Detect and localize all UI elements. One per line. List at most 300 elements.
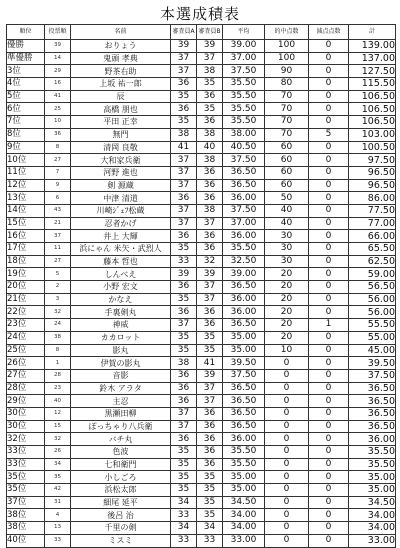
table-row <box>7 243 396 256</box>
table-row <box>7 65 396 78</box>
table-row <box>7 446 396 459</box>
hit-points-cell: 0 <box>265 496 309 509</box>
total-cell: 56.00 <box>349 293 396 306</box>
average-cell: 40.50 <box>223 141 265 154</box>
judge-b-cell: 39 <box>197 268 223 281</box>
table-row <box>7 357 396 370</box>
rank-cell: 35位 <box>7 471 45 484</box>
judge-a-cell: 34 <box>171 522 197 535</box>
judge-a-cell: 36 <box>171 369 197 382</box>
name-cell: バチ丸 <box>71 433 171 446</box>
judge-a-cell: 37 <box>171 407 197 420</box>
average-cell: 35.00 <box>223 331 265 344</box>
total-cell: 106.50 <box>349 116 396 129</box>
col-header-judge-a <box>171 25 197 40</box>
total-cell: 36.50 <box>349 407 396 420</box>
total-cell: 36.50 <box>349 420 396 433</box>
table-row <box>7 78 396 91</box>
entry-no-cell: 42 <box>45 484 71 497</box>
total-cell: 97.50 <box>349 154 396 167</box>
rank-cell: 21位 <box>7 293 45 306</box>
rank-cell: 12位 <box>7 179 45 192</box>
col-header-rank: 順位 <box>7 25 45 40</box>
judge-b-cell: 36 <box>197 306 223 319</box>
name-cell: 忍者かげ <box>71 217 171 230</box>
entry-no-cell: 32 <box>45 306 71 319</box>
name-cell: 川崎ｼﾞｪﾌ松蔵 <box>71 204 171 217</box>
deduction-cell: 0 <box>309 420 349 433</box>
col-header-deduction: 減点点数 <box>309 25 349 40</box>
hit-points-cell: 60 <box>265 166 309 179</box>
table-row <box>7 344 396 357</box>
judge-a-cell: 36 <box>171 192 197 205</box>
table-row <box>7 52 396 65</box>
entry-no-cell: 6 <box>45 192 71 205</box>
average-cell: 37.00 <box>223 217 265 230</box>
rank-cell: 3位 <box>7 65 45 78</box>
deduction-cell: 0 <box>309 522 349 535</box>
entry-no-cell: 31 <box>45 496 71 509</box>
average-cell: 36.50 <box>223 382 265 395</box>
table-row <box>7 141 396 154</box>
entry-no-cell: 1 <box>45 357 71 370</box>
name-cell: 無門 <box>71 128 171 141</box>
rank-cell: 33位 <box>7 458 45 471</box>
col-header-judge-b <box>197 25 223 40</box>
deduction-cell: 0 <box>309 357 349 370</box>
deduction-cell: 0 <box>309 484 349 497</box>
deduction-cell: 0 <box>309 281 349 294</box>
average-cell: 35.00 <box>223 484 265 497</box>
name-cell: ミスミ <box>71 534 171 547</box>
judge-a-cell: 37 <box>171 217 197 230</box>
table-row <box>7 179 396 192</box>
total-cell: 65.50 <box>349 243 396 256</box>
average-cell: 35.00 <box>223 471 265 484</box>
results-table <box>6 24 396 548</box>
average-cell: 37.50 <box>223 154 265 167</box>
name-cell: 小野 宏文 <box>71 281 171 294</box>
hit-points-cell: 50 <box>265 192 309 205</box>
judge-b-cell: 35 <box>197 484 223 497</box>
hit-points-cell: 60 <box>265 154 309 167</box>
judge-a-cell: 37 <box>171 179 197 192</box>
judge-a-cell: 35 <box>171 471 197 484</box>
entry-no-cell: 2 <box>45 281 71 294</box>
name-cell: おりょう <box>71 40 171 53</box>
table-row <box>7 192 396 205</box>
judge-b-cell: 35 <box>197 471 223 484</box>
total-cell: 36.50 <box>349 382 396 395</box>
table-row <box>7 116 396 129</box>
name-cell: 影丸 <box>71 344 171 357</box>
average-cell: 36.50 <box>223 420 265 433</box>
total-cell: 103.00 <box>349 128 396 141</box>
total-cell: 100.50 <box>349 141 396 154</box>
hit-points-cell: 70 <box>265 90 309 103</box>
entry-no-cell: 8 <box>45 141 71 154</box>
rank-cell: 4位 <box>7 78 45 91</box>
hit-points-cell: 0 <box>265 458 309 471</box>
name-cell: 後呂 治 <box>71 509 171 522</box>
deduction-cell: 0 <box>309 471 349 484</box>
hit-points-cell: 0 <box>265 395 309 408</box>
hit-points-cell: 0 <box>265 522 309 535</box>
judge-b-cell: 37 <box>197 52 223 65</box>
rank-cell: 38位 <box>7 509 45 522</box>
hit-points-cell: 30 <box>265 230 309 243</box>
total-cell: 36.00 <box>349 433 396 446</box>
deduction-cell: 0 <box>309 192 349 205</box>
hit-points-cell: 30 <box>265 243 309 256</box>
average-cell: 39.50 <box>223 357 265 370</box>
average-cell: 35.50 <box>223 116 265 129</box>
total-cell: 56.00 <box>349 306 396 319</box>
name-cell: 中津 清道 <box>71 192 171 205</box>
col-header-entry-no: 投票順 <box>45 25 71 40</box>
table-row <box>7 306 396 319</box>
judge-b-cell: 35 <box>197 331 223 344</box>
entry-no-cell: 10 <box>45 116 71 129</box>
total-cell: 56.50 <box>349 281 396 294</box>
deduction-cell: 0 <box>309 496 349 509</box>
judge-a-cell: 35 <box>171 243 197 256</box>
rank-cell: 8位 <box>7 128 45 141</box>
total-cell: 34.00 <box>349 522 396 535</box>
judge-b-cell: 36 <box>197 243 223 256</box>
entry-no-cell: 13 <box>45 522 71 535</box>
average-cell: 36.00 <box>223 192 265 205</box>
deduction-cell: 0 <box>309 268 349 281</box>
page-title: 本選成積表 <box>159 5 240 23</box>
name-cell: 大和家兵衛 <box>71 154 171 167</box>
entry-no-cell: 38 <box>45 331 71 344</box>
average-cell: 36.50 <box>223 179 265 192</box>
hit-points-cell: 0 <box>265 534 309 547</box>
judge-a-cell: 36 <box>171 382 197 395</box>
deduction-cell: 0 <box>309 179 349 192</box>
average-cell: 37.50 <box>223 204 265 217</box>
name-cell: 上坂 祐一郎 <box>71 78 171 91</box>
average-cell: 36.50 <box>223 407 265 420</box>
judge-a-cell: 41 <box>171 141 197 154</box>
judge-b-cell: 36 <box>197 433 223 446</box>
average-cell: 37.50 <box>223 369 265 382</box>
judge-a-cell: 37 <box>171 420 197 433</box>
judge-b-cell: 38 <box>197 204 223 217</box>
hit-points-cell: 20 <box>265 319 309 332</box>
total-cell: 36.50 <box>349 395 396 408</box>
hit-points-cell: 20 <box>265 268 309 281</box>
table-row <box>7 128 396 141</box>
judge-b-cell: 41 <box>197 357 223 370</box>
deduction-cell: 0 <box>309 204 349 217</box>
judge-a-cell: 36 <box>171 281 197 294</box>
entry-no-cell: 34 <box>45 458 71 471</box>
judge-b-cell: 36 <box>197 192 223 205</box>
deduction-cell: 0 <box>309 306 349 319</box>
name-cell: 高橋 朋也 <box>71 103 171 116</box>
rank-cell: 37位 <box>7 496 45 509</box>
rank-cell: 15位 <box>7 217 45 230</box>
table-row <box>7 166 396 179</box>
judge-b-cell: 36 <box>197 420 223 433</box>
deduction-cell: 0 <box>309 534 349 547</box>
average-cell: 36.00 <box>223 306 265 319</box>
judge-a-cell: 34 <box>171 496 197 509</box>
judge-b-cell: 33 <box>197 534 223 547</box>
judge-b-cell: 40 <box>197 141 223 154</box>
judge-b-cell: 38 <box>197 65 223 78</box>
entry-no-cell: 14 <box>45 52 71 65</box>
total-cell: 127.50 <box>349 65 396 78</box>
table-row <box>7 534 396 547</box>
table-body <box>7 40 396 548</box>
average-cell: 35.50 <box>223 446 265 459</box>
judge-a-cell: 39 <box>171 268 197 281</box>
total-cell: 86.00 <box>349 192 396 205</box>
rank-cell: 優勝 <box>7 40 45 53</box>
total-cell: 45.00 <box>349 344 396 357</box>
col-header-name: 名前 <box>71 25 171 40</box>
judge-a-cell: 37 <box>171 166 197 179</box>
judge-a-cell: 35 <box>171 344 197 357</box>
deduction-cell: 0 <box>309 230 349 243</box>
name-cell: 河野 進也 <box>71 166 171 179</box>
rank-cell: 38位 <box>7 522 45 535</box>
name-cell: 主忍 <box>71 395 171 408</box>
table-row <box>7 230 396 243</box>
rank-cell: 20位 <box>7 281 45 294</box>
judge-b-cell: 35 <box>197 103 223 116</box>
table-row <box>7 40 396 53</box>
average-cell: 36.50 <box>223 395 265 408</box>
hit-points-cell: 40 <box>265 217 309 230</box>
entry-no-cell: 37 <box>45 230 71 243</box>
entry-no-cell: 4 <box>45 509 71 522</box>
col-header-total: 計 <box>349 25 396 40</box>
average-cell: 36.50 <box>223 166 265 179</box>
rank-cell: 13位 <box>7 192 45 205</box>
table-header <box>7 25 396 40</box>
hit-points-cell: 70 <box>265 116 309 129</box>
deduction-cell: 0 <box>309 395 349 408</box>
total-cell: 106.50 <box>349 90 396 103</box>
entry-no-cell: 8 <box>45 344 71 357</box>
col-header-average: 平均 <box>223 25 265 40</box>
name-cell: 細尾 延平 <box>71 496 171 509</box>
judge-b-cell: 36 <box>197 407 223 420</box>
judge-b-cell: 38 <box>197 128 223 141</box>
deduction-cell: 0 <box>309 382 349 395</box>
rank-cell: 準優勝 <box>7 52 45 65</box>
total-cell: 34.50 <box>349 496 396 509</box>
rank-cell: 28位 <box>7 382 45 395</box>
judge-a-cell: 36 <box>171 230 197 243</box>
deduction-cell: 0 <box>309 344 349 357</box>
table-row <box>7 319 396 332</box>
name-cell: 色波 <box>71 446 171 459</box>
entry-no-cell: 3 <box>45 293 71 306</box>
hit-points-cell: 0 <box>265 369 309 382</box>
deduction-cell: 0 <box>309 243 349 256</box>
entry-no-cell: 36 <box>45 128 71 141</box>
judge-a-cell: 37 <box>171 52 197 65</box>
hit-points-cell: 70 <box>265 103 309 116</box>
deduction-cell: 0 <box>309 369 349 382</box>
average-cell: 32.50 <box>223 255 265 268</box>
judge-b-cell: 36 <box>197 319 223 332</box>
table-row <box>7 496 396 509</box>
rank-cell: 18位 <box>7 255 45 268</box>
table-row <box>7 204 396 217</box>
rank-cell: 40位 <box>7 534 45 547</box>
hit-points-cell: 100 <box>265 40 309 53</box>
total-cell: 139.00 <box>349 40 396 53</box>
name-cell: 藤本 哲也 <box>71 255 171 268</box>
total-cell: 106.50 <box>349 103 396 116</box>
average-cell: 35.50 <box>223 103 265 116</box>
name-cell: 野茶右助 <box>71 65 171 78</box>
judge-b-cell: 37 <box>197 281 223 294</box>
name-cell: 鬼頭 孝典 <box>71 52 171 65</box>
judge-b-cell: 32 <box>197 255 223 268</box>
deduction-cell: 0 <box>309 78 349 91</box>
judge-a-cell: 35 <box>171 293 197 306</box>
judge-b-cell: 35 <box>197 509 223 522</box>
hit-points-cell: 30 <box>265 255 309 268</box>
total-cell: 55.00 <box>349 331 396 344</box>
name-cell: 神威 <box>71 319 171 332</box>
hit-points-cell: 60 <box>265 179 309 192</box>
judge-a-cell: 37 <box>171 154 197 167</box>
rank-cell: 35位 <box>7 484 45 497</box>
judge-a-cell: 35 <box>171 331 197 344</box>
rank-cell: 11位 <box>7 166 45 179</box>
rank-cell: 30位 <box>7 407 45 420</box>
judge-a-cell: 37 <box>171 319 197 332</box>
entry-no-cell: 9 <box>45 179 71 192</box>
average-cell: 37.00 <box>223 52 265 65</box>
rank-cell: 19位 <box>7 268 45 281</box>
entry-no-cell: 15 <box>45 420 71 433</box>
average-cell: 39.00 <box>223 40 265 53</box>
table-row <box>7 522 396 535</box>
hit-points-cell: 0 <box>265 433 309 446</box>
deduction-cell: 0 <box>309 103 349 116</box>
judge-b-cell: 36 <box>197 230 223 243</box>
entry-no-cell: 7 <box>45 166 71 179</box>
judge-b-cell: 36 <box>197 166 223 179</box>
judge-a-cell: 35 <box>171 484 197 497</box>
judge-b-cell: 39 <box>197 369 223 382</box>
table-row <box>7 395 396 408</box>
total-cell: 77.50 <box>349 204 396 217</box>
average-cell: 34.50 <box>223 496 265 509</box>
rank-cell: 7位 <box>7 116 45 129</box>
name-cell: かなえ <box>71 293 171 306</box>
entry-no-cell: 27 <box>45 154 71 167</box>
deduction-cell: 0 <box>309 166 349 179</box>
name-cell: 清岡 良敬 <box>71 141 171 154</box>
average-cell: 33.00 <box>223 534 265 547</box>
entry-no-cell: 24 <box>45 319 71 332</box>
entry-no-cell: 32 <box>45 433 71 446</box>
table-row <box>7 281 396 294</box>
table-row <box>7 458 396 471</box>
average-cell: 35.50 <box>223 78 265 91</box>
judge-a-cell: 36 <box>171 78 197 91</box>
average-cell: 35.50 <box>223 243 265 256</box>
rank-cell: 24位 <box>7 331 45 344</box>
total-cell: 33.00 <box>349 534 396 547</box>
deduction-cell: 0 <box>309 458 349 471</box>
table-row <box>7 369 396 382</box>
hit-points-cell: 20 <box>265 306 309 319</box>
judge-a-cell: 37 <box>171 65 197 78</box>
judge-b-cell: 35 <box>197 78 223 91</box>
judge-b-cell: 36 <box>197 446 223 459</box>
total-cell: 59.00 <box>349 268 396 281</box>
name-cell: 伊賀の影丸 <box>71 357 171 370</box>
total-cell: 35.50 <box>349 458 396 471</box>
name-cell: 平田 正幸 <box>71 116 171 129</box>
judge-b-label: 審査員B <box>198 27 221 35</box>
hit-points-cell: 40 <box>265 204 309 217</box>
judge-b-cell: 35 <box>197 344 223 357</box>
deduction-cell: 0 <box>309 433 349 446</box>
judge-a-cell: 33 <box>171 509 197 522</box>
judge-b-cell: 37 <box>197 382 223 395</box>
entry-no-cell: 41 <box>45 90 71 103</box>
hit-points-cell: 70 <box>265 128 309 141</box>
name-cell: 手裏剣丸 <box>71 306 171 319</box>
judge-a-cell: 36 <box>171 395 197 408</box>
deduction-cell: 0 <box>309 509 349 522</box>
hit-points-cell: 20 <box>265 293 309 306</box>
total-cell: 96.50 <box>349 179 396 192</box>
entry-no-cell: 26 <box>45 446 71 459</box>
hit-points-cell: 0 <box>265 484 309 497</box>
hit-points-cell: 80 <box>265 78 309 91</box>
total-cell: 37.50 <box>349 369 396 382</box>
rank-cell: 5位 <box>7 90 45 103</box>
entry-no-cell: 12 <box>45 407 71 420</box>
table-row <box>7 420 396 433</box>
judge-b-cell: 38 <box>197 154 223 167</box>
total-cell: 62.50 <box>349 255 396 268</box>
name-cell: 黒瀬田柳 <box>71 407 171 420</box>
entry-no-cell: 23 <box>45 382 71 395</box>
entry-no-cell: 39 <box>45 40 71 53</box>
deduction-cell: 5 <box>309 128 349 141</box>
name-cell: 浜松太郎 <box>71 484 171 497</box>
judge-a-cell: 35 <box>171 90 197 103</box>
deduction-cell: 0 <box>309 446 349 459</box>
deduction-cell: 0 <box>309 293 349 306</box>
col-header-hit-points: 的中点数 <box>265 25 309 40</box>
rank-cell: 30位 <box>7 420 45 433</box>
judge-b-cell: 35 <box>197 496 223 509</box>
name-cell: 音影 <box>71 369 171 382</box>
rank-cell: 27位 <box>7 369 45 382</box>
average-cell: 36.50 <box>223 281 265 294</box>
judge-a-cell: 35 <box>171 116 197 129</box>
name-cell: 鈴木 アラタ <box>71 382 171 395</box>
deduction-cell: 0 <box>309 40 349 53</box>
judge-a-cell: 35 <box>171 458 197 471</box>
entry-no-cell: 29 <box>45 65 71 78</box>
